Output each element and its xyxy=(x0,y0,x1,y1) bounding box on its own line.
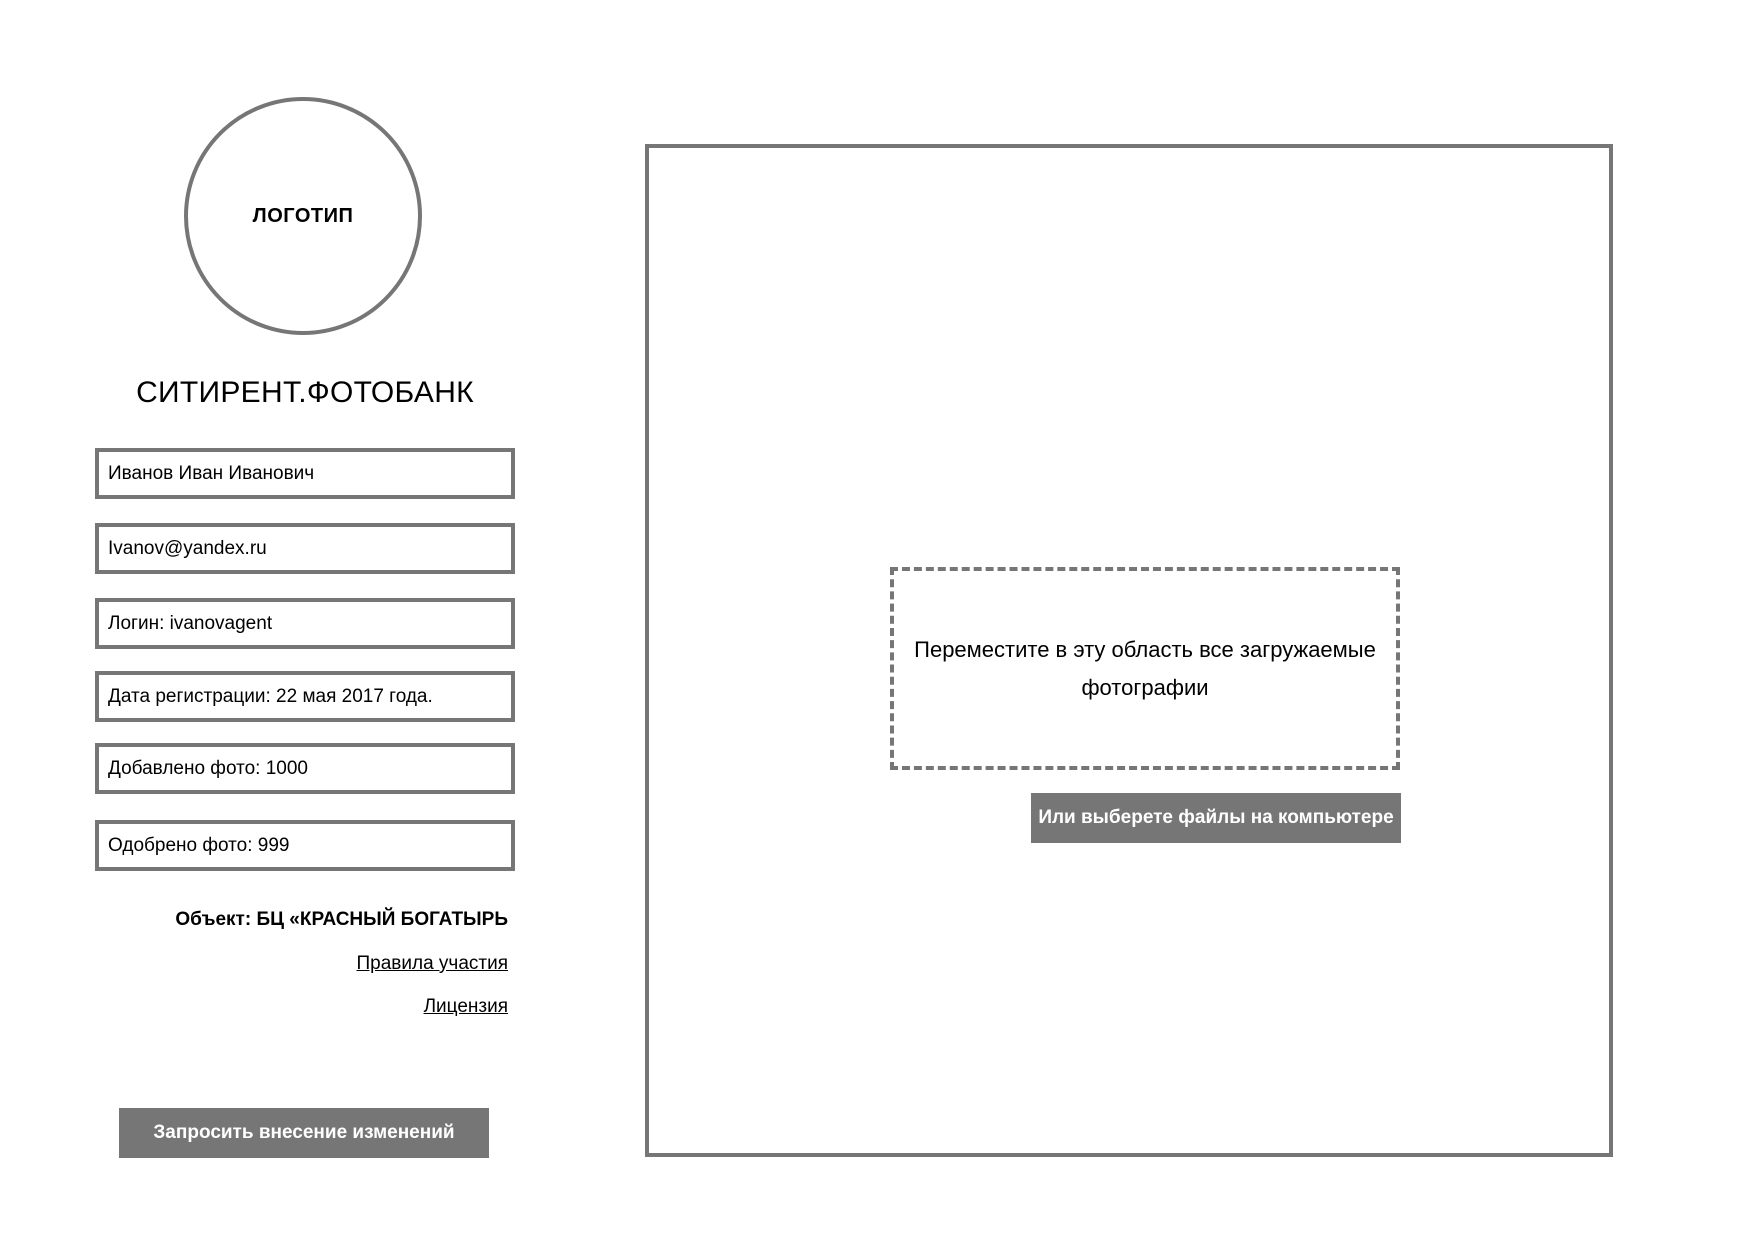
photo-drop-zone[interactable] xyxy=(890,567,1400,770)
photos-added-value: Добавлено фото: 1000 xyxy=(108,757,308,779)
registration-date-field xyxy=(95,671,515,722)
logo xyxy=(184,97,422,335)
full-name-value: Иванов Иван Иванович xyxy=(108,462,315,484)
login-field xyxy=(95,598,515,649)
logo-label: ЛОГОТИП xyxy=(252,204,354,227)
rules-link[interactable]: Правила участия xyxy=(356,953,508,974)
registration-date-value: Дата регистрации: 22 мая 2017 года. xyxy=(108,685,433,707)
object-label: Объект: БЦ «КРАСНЫЙ БОГАТЫРЬ xyxy=(175,909,508,930)
email-value: Ivanov@yandex.ru xyxy=(108,537,267,559)
request-changes-button[interactable]: Запросить внесение изменений xyxy=(119,1108,489,1158)
drop-zone-text: Переместите в эту область все загружаемые фотографии xyxy=(914,636,1376,700)
full-name-field xyxy=(95,448,515,499)
photos-approved-field xyxy=(95,820,515,871)
license-link[interactable]: Лицензия xyxy=(423,996,508,1017)
login-value: Логин: ivanovagent xyxy=(108,612,273,634)
select-files-button[interactable]: Или выберете файлы на компьютере xyxy=(1031,793,1401,843)
brand-title: СИТИРЕНТ.ФОТОБАНК xyxy=(136,376,474,409)
email-field xyxy=(95,523,515,574)
photos-added-field xyxy=(95,743,515,794)
photos-approved-value: Одобрено фото: 999 xyxy=(108,834,290,856)
